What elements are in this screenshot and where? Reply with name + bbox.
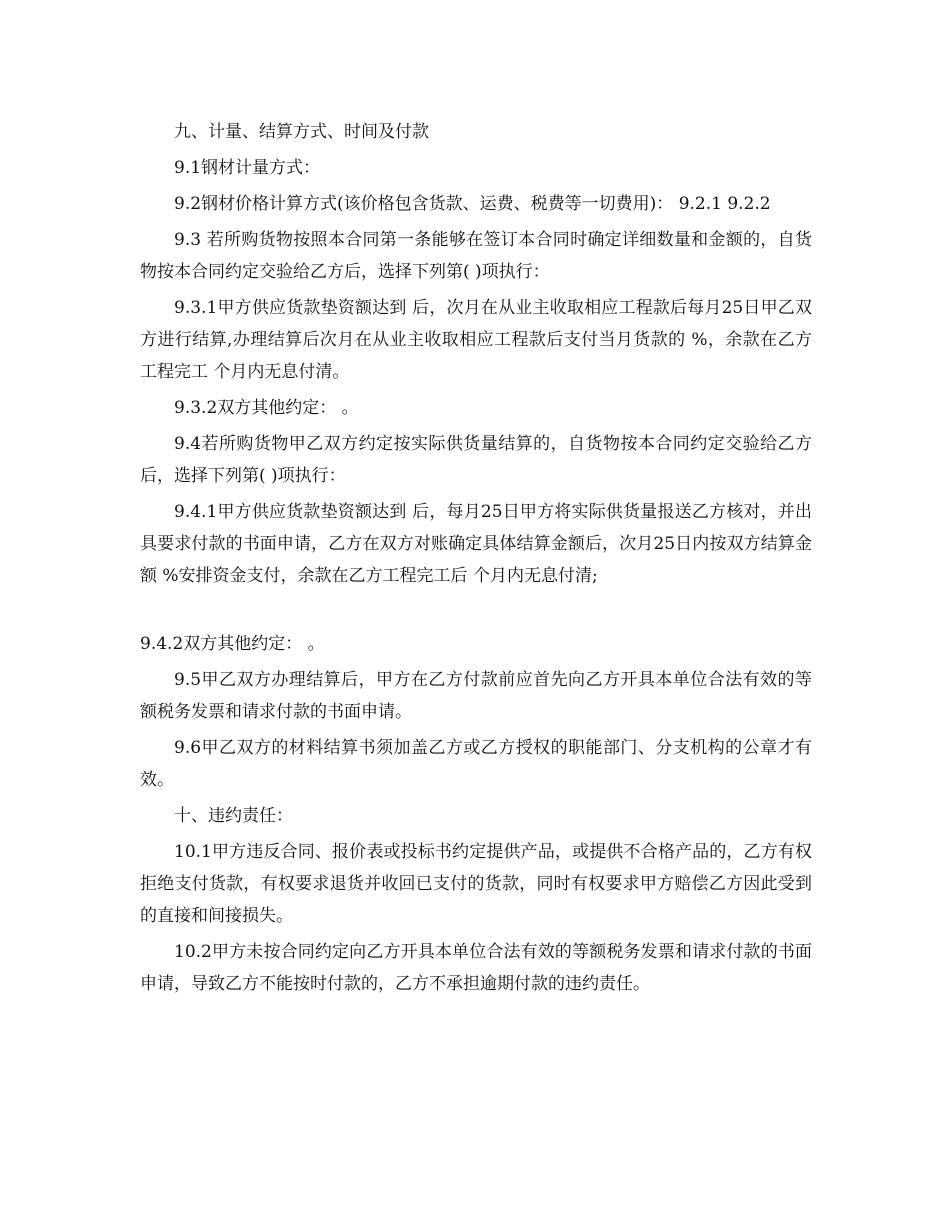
- clause-9-3-1: 9.3.1甲方供应货款垫资额达到 后，次月在从业主收取相应工程款后每月25日甲乙双方进行结算,办理结算后次月在从业主收取相应工程款后支付当月货款的 %，余款在乙方工程完工 个月内无息付清。: [140, 298, 812, 382]
- clause-9-4-1: 9.4.1甲方供应货款垫资额达到 后，每月25日甲方将实际供货量报送乙方核对，并出具要求付款的书面申请，乙方在双方对账确定具体结算金额后，次月25日内按双方结算金额 %安排资金支付，余款在乙方工程完工后 个月内无息付清;: [140, 502, 812, 586]
- section-heading-9: 九、计量、结算方式、时间及付款: [174, 122, 429, 142]
- clause-9-2: 9.2钢材价格计算方式(该价格包含货款、运费、税费等一切费用)： 9.2.1 9.2.2: [174, 194, 771, 214]
- clause-9-3: 9.3 若所购货物按照本合同第一条能够在签订本合同时确定详细数量和金额的，自货物按本合同约定交验给乙方后，选择下列第( )项执行：: [140, 230, 812, 282]
- clause-9-1: 9.1钢材计量方式：: [174, 158, 321, 178]
- clause-9-6: 9.6甲乙双方的材料结算书须加盖乙方或乙方授权的职能部门、分支机构的公章才有效。: [140, 738, 812, 790]
- section-heading-10: 十、违约责任：: [174, 806, 293, 826]
- clause-9-5: 9.5甲乙双方办理结算后，甲方在乙方付款前应首先向乙方开具本单位合法有效的等额税务发票和请求付款的书面申请。: [140, 670, 812, 722]
- clause-9-3-2: 9.3.2双方其他约定： 。: [174, 398, 359, 418]
- clause-10-1: 10.1甲方违反合同、报价表或投标书约定提供产品，或提供不合格产品的，乙方有权拒绝支付货款，有权要求退货并收回已支付的货款，同时有权要求甲方赔偿乙方因此受到的直接和间接损失。: [140, 842, 812, 926]
- document-body: [140, 116, 812, 1004]
- clause-10-2: 10.2甲方未按合同约定向乙方开具本单位合法有效的等额税务发票和请求付款的书面申请，导致乙方不能按时付款的，乙方不承担逾期付款的违约责任。: [140, 942, 812, 994]
- clause-9-4: 9.4若所购货物甲乙双方约定按实际供货量结算的，自货物按本合同约定交验给乙方后，选择下列第( )项执行：: [140, 434, 812, 486]
- clause-9-4-2: 9.4.2双方其他约定： 。: [140, 634, 325, 654]
